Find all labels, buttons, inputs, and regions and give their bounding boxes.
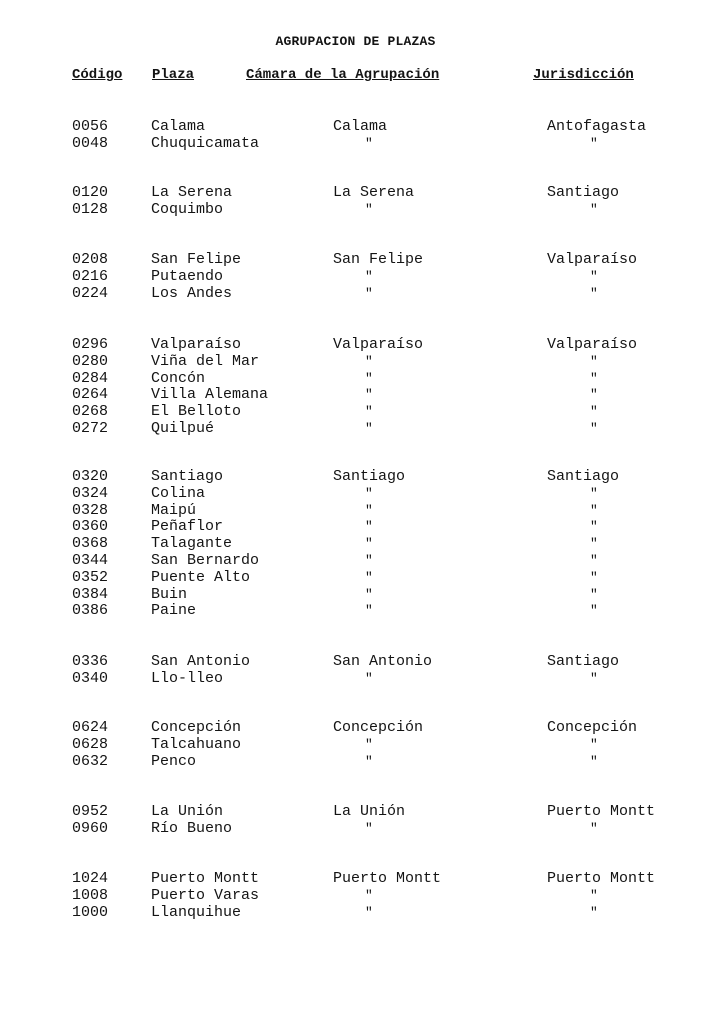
codigo-cell: 0264	[72, 386, 109, 403]
camara-cell: Valparaíso	[333, 336, 424, 353]
plaza-cell: La Serena	[151, 184, 233, 201]
jurisdiccion-ditto-mark: "	[590, 536, 598, 551]
plaza-cell: Viña del Mar	[151, 353, 260, 370]
camara-cell: San Antonio	[333, 653, 433, 670]
codigo-cell: 0368	[72, 535, 109, 552]
camara-cell: Puerto Montt	[333, 870, 442, 887]
camara-ditto-mark: "	[365, 354, 373, 369]
plaza-cell: Talcahuano	[151, 736, 242, 753]
camara-ditto-mark: "	[365, 486, 373, 501]
camara-ditto-mark: "	[365, 136, 373, 151]
jurisdiccion-ditto-mark: "	[590, 519, 598, 534]
plaza-cell: Colina	[151, 485, 206, 502]
jurisdiccion-ditto-mark: "	[590, 737, 598, 752]
plaza-cell: Puerto Varas	[151, 887, 260, 904]
plaza-cell: Santiago	[151, 468, 224, 485]
camara-ditto-mark: "	[365, 387, 373, 402]
jurisdiccion-ditto-mark: "	[590, 486, 598, 501]
jurisdiccion-ditto-mark: "	[590, 404, 598, 419]
codigo-cell: 0360	[72, 518, 109, 535]
jurisdiccion-ditto-mark: "	[590, 269, 598, 284]
codigo-cell: 0960	[72, 820, 109, 837]
plaza-cell: Quilpué	[151, 420, 215, 437]
codigo-cell: 0216	[72, 268, 109, 285]
plaza-cell: La Unión	[151, 803, 224, 820]
jurisdiccion-ditto-mark: "	[590, 371, 598, 386]
plaza-cell: Río Bueno	[151, 820, 233, 837]
jurisdiccion-ditto-mark: "	[590, 286, 598, 301]
jurisdiccion-ditto-mark: "	[590, 905, 598, 920]
plaza-cell: Buin	[151, 586, 188, 603]
camara-ditto-mark: "	[365, 371, 373, 386]
camara-ditto-mark: "	[365, 553, 373, 568]
camara-ditto-mark: "	[365, 269, 373, 284]
codigo-cell: 0048	[72, 135, 109, 152]
codigo-cell: 0284	[72, 370, 109, 387]
jurisdiccion-cell: Concepción	[547, 719, 638, 736]
codigo-cell: 0384	[72, 586, 109, 603]
plaza-cell: Villa Alemana	[151, 386, 269, 403]
jurisdiccion-ditto-mark: "	[590, 888, 598, 903]
jurisdiccion-cell: Valparaíso	[547, 251, 638, 268]
codigo-cell: 0632	[72, 753, 109, 770]
page-title: AGRUPACION DE PLAZAS	[275, 34, 436, 49]
plaza-cell: Peñaflor	[151, 518, 224, 535]
camara-cell: La Serena	[333, 184, 415, 201]
codigo-cell: 0624	[72, 719, 109, 736]
camara-ditto-mark: "	[365, 519, 373, 534]
camara-ditto-mark: "	[365, 286, 373, 301]
plaza-cell: Concepción	[151, 719, 242, 736]
jurisdiccion-cell: Valparaíso	[547, 336, 638, 353]
jurisdiccion-ditto-mark: "	[590, 503, 598, 518]
plaza-cell: Talagante	[151, 535, 233, 552]
codigo-cell: 0340	[72, 670, 109, 687]
codigo-cell: 0328	[72, 502, 109, 519]
jurisdiccion-ditto-mark: "	[590, 136, 598, 151]
plaza-cell: Puente Alto	[151, 569, 251, 586]
codigo-cell: 0272	[72, 420, 109, 437]
plaza-cell: Penco	[151, 753, 197, 770]
plaza-cell: San Bernardo	[151, 552, 260, 569]
plaza-cell: San Felipe	[151, 251, 242, 268]
plaza-cell: Llo-lleo	[151, 670, 224, 687]
camara-cell: Santiago	[333, 468, 406, 485]
header-jurisdiccion: Jurisdicción	[533, 67, 634, 83]
camara-cell: Concepción	[333, 719, 424, 736]
jurisdiccion-ditto-mark: "	[590, 821, 598, 836]
jurisdiccion-ditto-mark: "	[590, 202, 598, 217]
camara-ditto-mark: "	[365, 503, 373, 518]
codigo-cell: 0224	[72, 285, 109, 302]
plaza-cell: Paine	[151, 602, 197, 619]
codigo-cell: 0208	[72, 251, 109, 268]
plaza-cell: El Belloto	[151, 403, 242, 420]
codigo-cell: 0336	[72, 653, 109, 670]
codigo-cell: 0120	[72, 184, 109, 201]
camara-ditto-mark: "	[365, 671, 373, 686]
codigo-cell: 0268	[72, 403, 109, 420]
codigo-cell: 0280	[72, 353, 109, 370]
plaza-cell: Llanquihue	[151, 904, 242, 921]
header-plaza: Plaza	[152, 67, 195, 83]
plaza-cell: Concón	[151, 370, 206, 387]
plaza-cell: Coquimbo	[151, 201, 224, 218]
camara-ditto-mark: "	[365, 421, 373, 436]
camara-ditto-mark: "	[365, 587, 373, 602]
codigo-cell: 0296	[72, 336, 109, 353]
camara-ditto-mark: "	[365, 404, 373, 419]
plaza-cell: San Antonio	[151, 653, 251, 670]
jurisdiccion-ditto-mark: "	[590, 570, 598, 585]
jurisdiccion-ditto-mark: "	[590, 587, 598, 602]
jurisdiccion-ditto-mark: "	[590, 421, 598, 436]
plaza-cell: Chuquicamata	[151, 135, 260, 152]
header-codigo: Código	[72, 67, 123, 83]
jurisdiccion-cell: Puerto Montt	[547, 803, 656, 820]
codigo-cell: 1000	[72, 904, 109, 921]
camara-ditto-mark: "	[365, 536, 373, 551]
camara-ditto-mark: "	[365, 821, 373, 836]
camara-ditto-mark: "	[365, 888, 373, 903]
jurisdiccion-ditto-mark: "	[590, 603, 598, 618]
jurisdiccion-cell: Puerto Montt	[547, 870, 656, 887]
jurisdiccion-ditto-mark: "	[590, 553, 598, 568]
codigo-cell: 0386	[72, 602, 109, 619]
jurisdiccion-ditto-mark: "	[590, 354, 598, 369]
jurisdiccion-ditto-mark: "	[590, 387, 598, 402]
jurisdiccion-cell: Santiago	[547, 184, 620, 201]
codigo-cell: 0352	[72, 569, 109, 586]
jurisdiccion-cell: Santiago	[547, 653, 620, 670]
plaza-cell: Putaendo	[151, 268, 224, 285]
plaza-cell: Valparaíso	[151, 336, 242, 353]
codigo-cell: 0324	[72, 485, 109, 502]
jurisdiccion-cell: Antofagasta	[547, 118, 647, 135]
plaza-cell: Maipú	[151, 502, 197, 519]
camara-ditto-mark: "	[365, 905, 373, 920]
codigo-cell: 1008	[72, 887, 109, 904]
codigo-cell: 0056	[72, 118, 109, 135]
camara-ditto-mark: "	[365, 754, 373, 769]
jurisdiccion-ditto-mark: "	[590, 754, 598, 769]
codigo-cell: 0952	[72, 803, 109, 820]
camara-ditto-mark: "	[365, 603, 373, 618]
codigo-cell: 0128	[72, 201, 109, 218]
camara-cell: Calama	[333, 118, 388, 135]
camara-ditto-mark: "	[365, 737, 373, 752]
codigo-cell: 0344	[72, 552, 109, 569]
codigo-cell: 1024	[72, 870, 109, 887]
plaza-cell: Los Andes	[151, 285, 233, 302]
camara-ditto-mark: "	[365, 202, 373, 217]
camara-ditto-mark: "	[365, 570, 373, 585]
plaza-cell: Puerto Montt	[151, 870, 260, 887]
jurisdiccion-cell: Santiago	[547, 468, 620, 485]
plaza-cell: Calama	[151, 118, 206, 135]
codigo-cell: 0320	[72, 468, 109, 485]
header-camara: Cámara de la Agrupación	[246, 67, 440, 83]
codigo-cell: 0628	[72, 736, 109, 753]
camara-cell: San Felipe	[333, 251, 424, 268]
jurisdiccion-ditto-mark: "	[590, 671, 598, 686]
camara-cell: La Unión	[333, 803, 406, 820]
